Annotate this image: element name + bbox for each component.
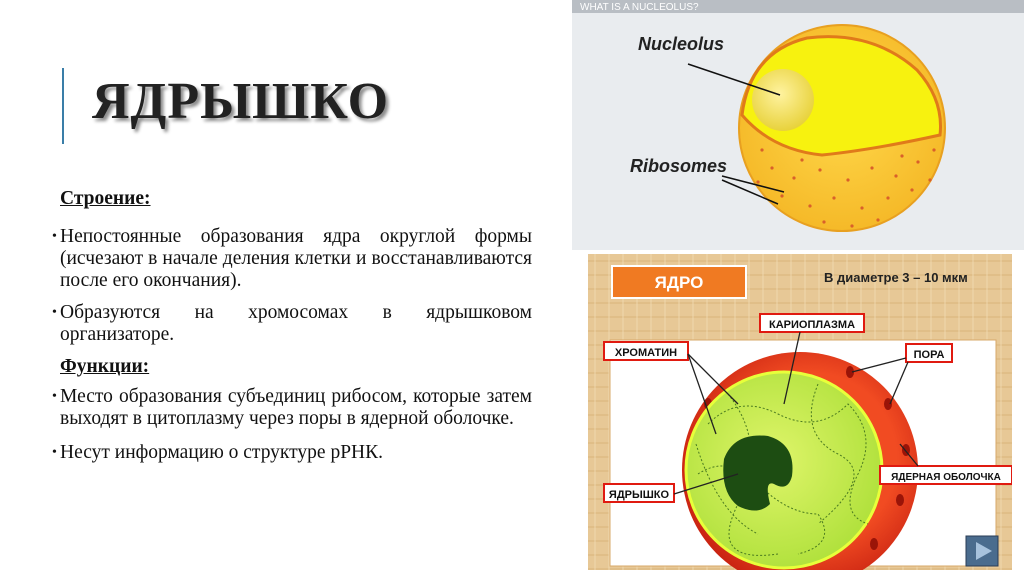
- nucleus-illustration: [588, 254, 1012, 570]
- karyoplasm-label: КАРИОПЛАЗМА: [768, 319, 856, 331]
- ribosomes-label: Ribosomes: [630, 156, 728, 176]
- function-bullet-2: • Несут информацию о структуре рРНК.: [52, 442, 532, 464]
- nucleolus-diagram: [572, 0, 1024, 250]
- nucleus-title: ЯДРО: [654, 273, 704, 292]
- nucleolus-label-ru: ЯДРЫШКО: [608, 489, 670, 501]
- slide-title: ЯДРЫШКО: [92, 73, 390, 130]
- functions-heading: Функции:: [60, 356, 150, 377]
- pore-label: ПОРА: [913, 349, 945, 361]
- nucleolus-sphere: [752, 69, 814, 131]
- function-bullet-1: • Место образования субъединиц рибосом, которые затем выходят в цитоплазму через поры в ядерной оболочке.: [52, 386, 532, 430]
- play-icon[interactable]: [966, 536, 998, 566]
- title-accent-bar: [62, 68, 64, 144]
- structure-bullet-1: • Непостоянные образования ядра округлой формы (исчезают в начале деления клетки и восстанавливаются после его окончания).: [52, 226, 532, 292]
- nucleus-diagram: [588, 254, 1012, 570]
- nucleolus-label: Nucleolus: [638, 34, 725, 54]
- chromatin-label: ХРОМАТИН: [614, 347, 678, 359]
- banner-text: WHAT IS A NUCLEOLUS?: [580, 2, 699, 13]
- nucleolus-illustration: [572, 0, 1024, 250]
- slide-text: [52, 188, 532, 464]
- structure-bullet-2: • Образуются на хромосомах в ядрышковом организаторе.: [52, 302, 532, 346]
- diameter-text: В диаметре 3 – 10 мкм: [824, 270, 968, 285]
- nuclear-envelope-label: ЯДЕРНАЯ ОБОЛОЧКА: [891, 472, 1001, 483]
- structure-heading: Строение:: [60, 188, 151, 209]
